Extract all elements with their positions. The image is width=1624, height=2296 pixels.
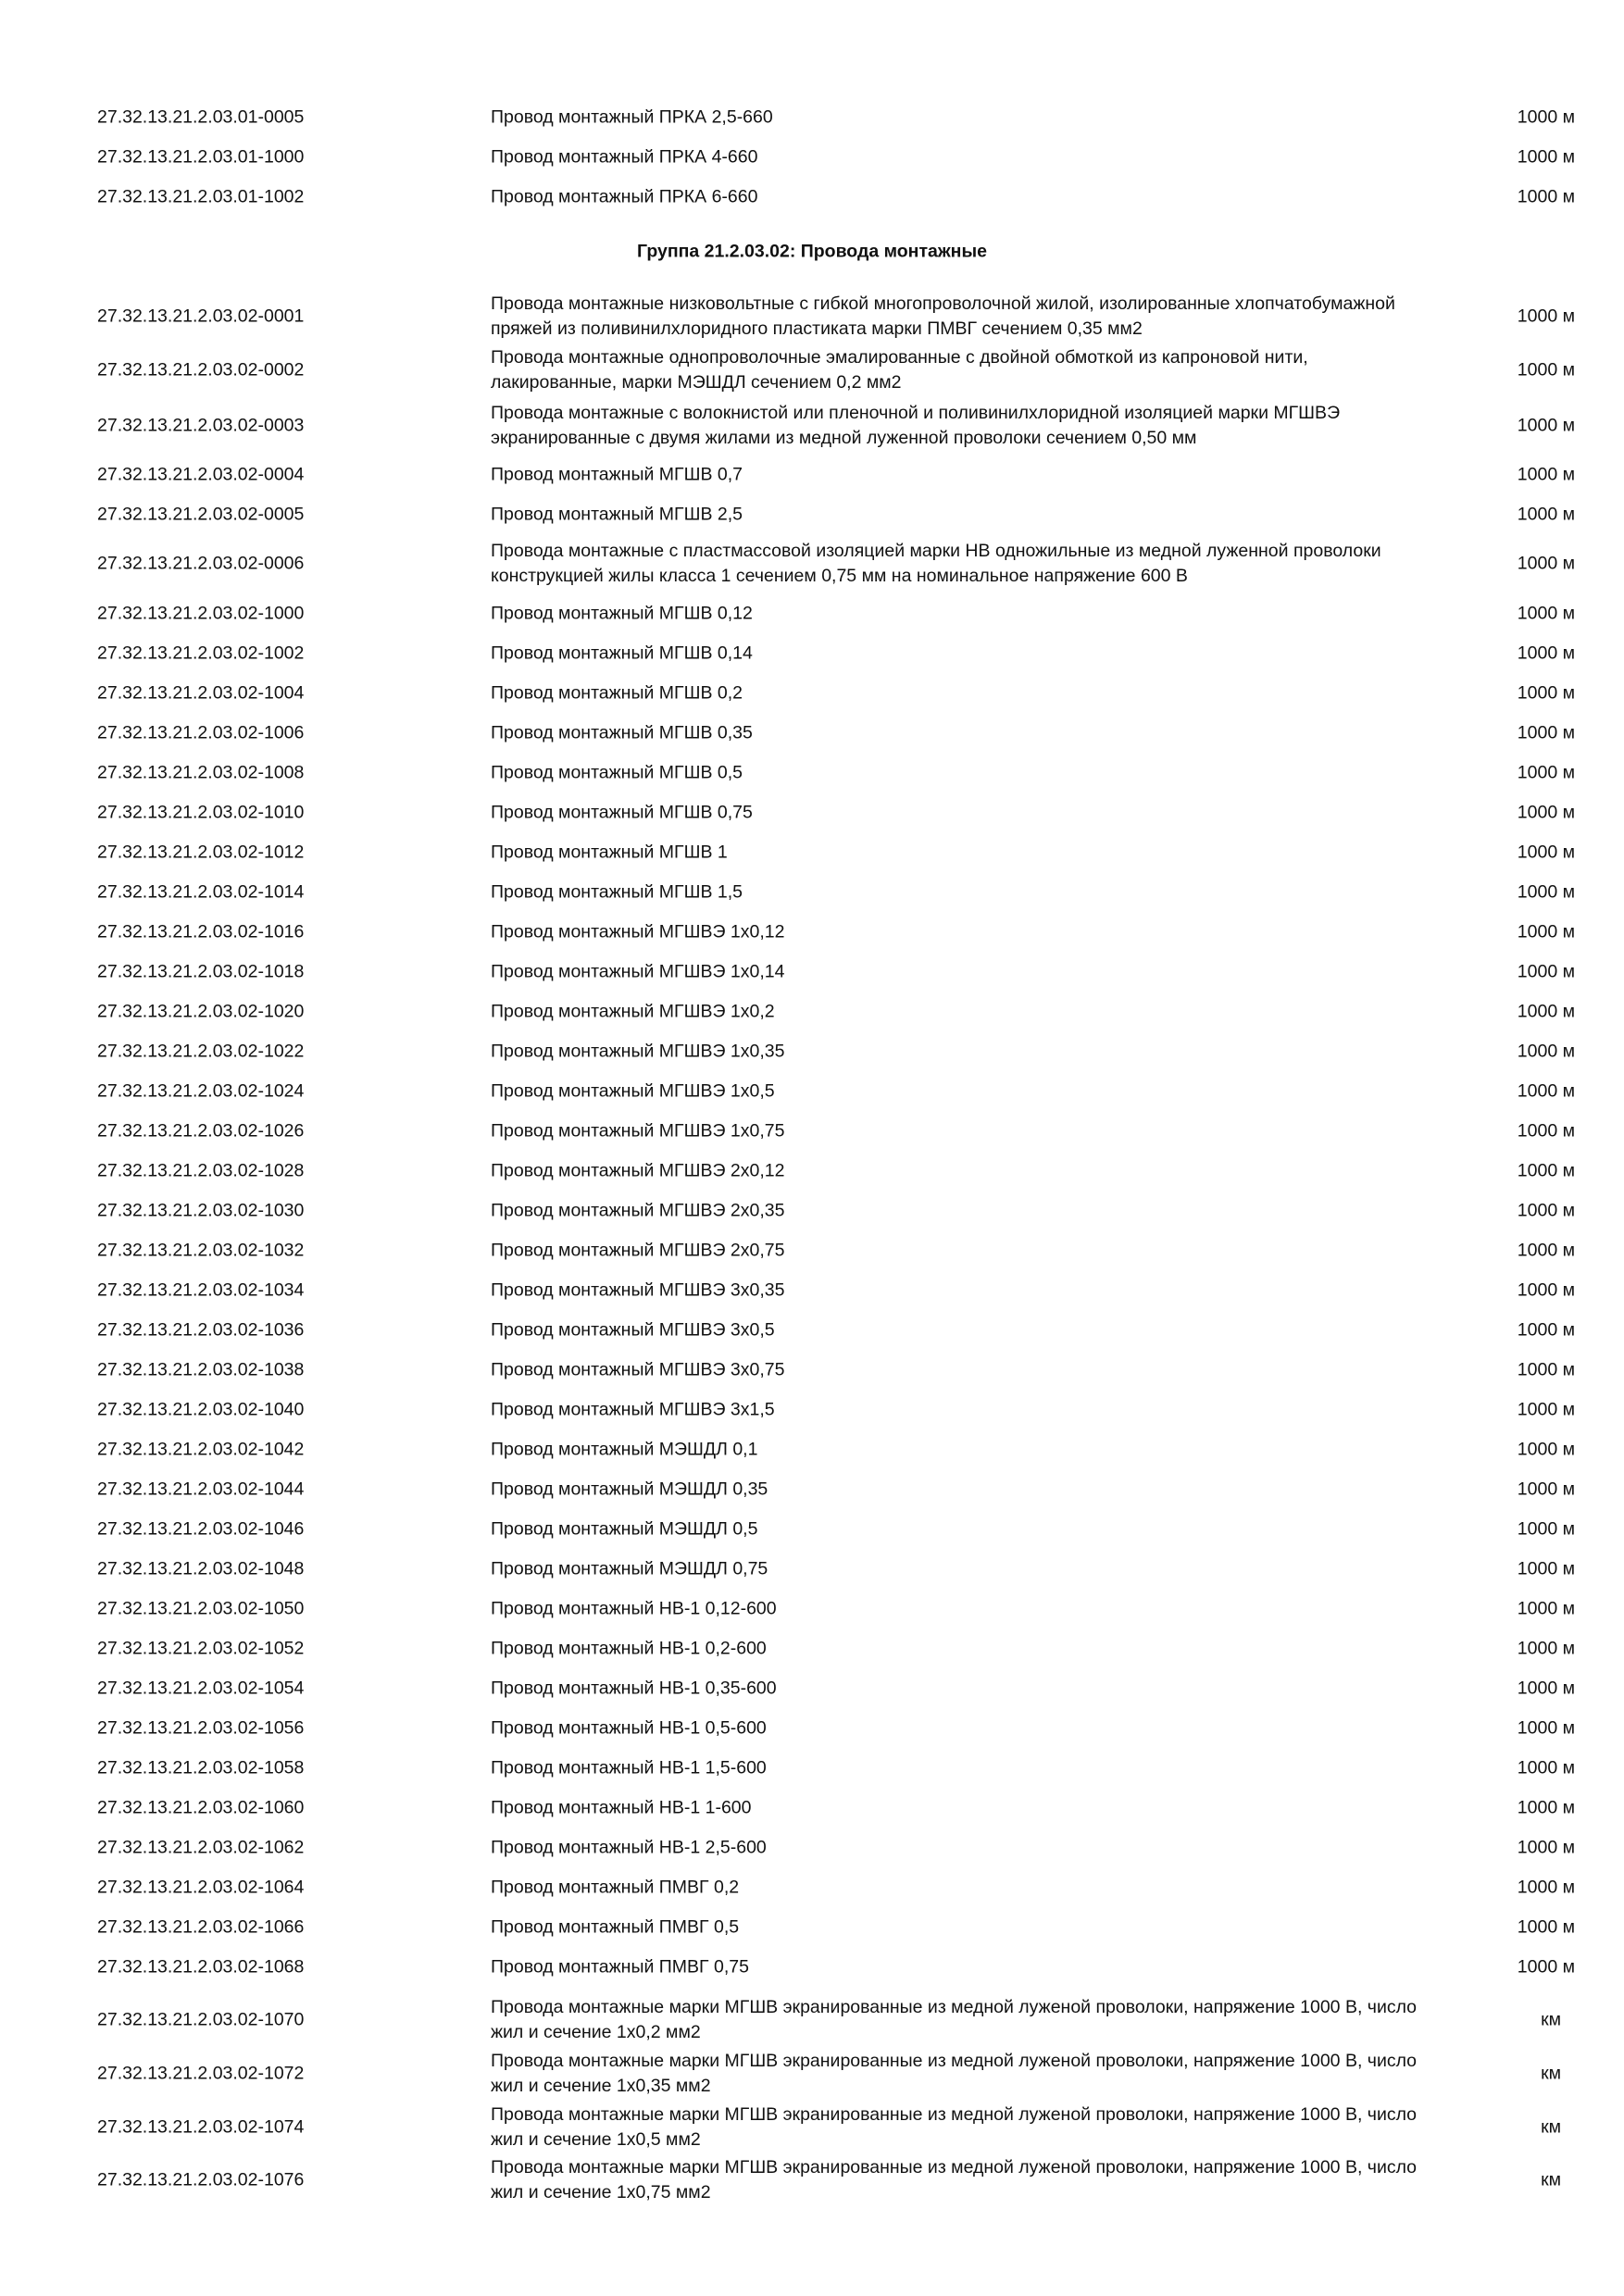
row-unit: 1000 м (1517, 1678, 1575, 1699)
row-name: Провод монтажный МГШВ 2,5 (491, 504, 743, 525)
row-code: 27.32.13.21.2.03.02-1054 (97, 1678, 305, 1699)
row-name: Провод монтажный МГШВ 0,2 (491, 682, 743, 704)
row-code: 27.32.13.21.2.03.02-0004 (97, 464, 305, 485)
row-unit: 1000 м (1517, 1837, 1575, 1858)
row-unit: 1000 м (1517, 1558, 1575, 1579)
row-code: 27.32.13.21.2.03.02-1056 (97, 1717, 305, 1739)
row-unit: 1000 м (1517, 1877, 1575, 1898)
row-code: 27.32.13.21.2.03.02-1040 (97, 1399, 305, 1420)
row-unit: 1000 м (1517, 961, 1575, 982)
row-name: Провод монтажный МГШВЭ 1х0,14 (491, 961, 785, 982)
row-unit: 1000 м (1517, 415, 1575, 436)
row-name: Провод монтажный МГШВ 0,12 (491, 603, 753, 624)
row-unit: 1000 м (1517, 1160, 1575, 1181)
row-code: 27.32.13.21.2.03.02-1046 (97, 1518, 305, 1540)
row-unit: 1000 м (1517, 762, 1575, 783)
row-code: 27.32.13.21.2.03.02-1000 (97, 603, 305, 624)
group-title: Группа 21.2.03.02: Провода монтажные (637, 241, 987, 262)
row-unit: 1000 м (1517, 106, 1575, 128)
row-name: Провод монтажный МГШВ 0,35 (491, 722, 753, 743)
row-code: 27.32.13.21.2.03.02-0002 (97, 359, 305, 381)
row-code: 27.32.13.21.2.03.02-1036 (97, 1319, 305, 1341)
row-unit: 1000 м (1517, 1518, 1575, 1540)
row-name: Провод монтажный МГШВ 0,14 (491, 643, 753, 664)
row-unit: 1000 м (1517, 359, 1575, 381)
row-unit: 1000 м (1517, 921, 1575, 942)
row-name: Провод монтажный ПРКА 4-660 (491, 146, 758, 168)
row-name: Провод монтажный МЭШДЛ 0,35 (491, 1479, 768, 1500)
row-unit: 1000 м (1517, 186, 1575, 207)
row-name: Провод монтажный МЭШДЛ 0,1 (491, 1439, 758, 1460)
row-name: Провод монтажный НВ-1 1-600 (491, 1797, 752, 1818)
row-code: 27.32.13.21.2.03.02-1024 (97, 1080, 305, 1102)
row-unit: 1000 м (1517, 1638, 1575, 1659)
row-name: Провод монтажный НВ-1 1,5-600 (491, 1757, 767, 1778)
row-name: Провод монтажный МГШВ 1,5 (491, 881, 743, 903)
row-unit: 1000 м (1517, 1916, 1575, 1938)
row-name: Провод монтажный МГШВЭ 3х0,5 (491, 1319, 775, 1341)
row-code: 27.32.13.21.2.03.02-1072 (97, 2063, 305, 2084)
row-code: 27.32.13.21.2.03.02-1048 (97, 1558, 305, 1579)
row-name: Провод монтажный МЭШДЛ 0,75 (491, 1558, 768, 1579)
row-code: 27.32.13.21.2.03.02-1030 (97, 1200, 305, 1221)
row-code: 27.32.13.21.2.03.02-0005 (97, 504, 305, 525)
row-unit: 1000 м (1517, 842, 1575, 863)
row-unit: 1000 м (1517, 1120, 1575, 1142)
row-unit: 1000 м (1517, 1797, 1575, 1818)
row-name: Провод монтажный НВ-1 2,5-600 (491, 1837, 767, 1858)
row-unit: 1000 м (1517, 1757, 1575, 1778)
row-code: 27.32.13.21.2.03.02-1028 (97, 1160, 305, 1181)
row-unit: 1000 м (1517, 146, 1575, 168)
row-code: 27.32.13.21.2.03.02-1004 (97, 682, 305, 704)
row-code: 27.32.13.21.2.03.02-1022 (97, 1041, 305, 1062)
row-name: Провода монтажные марки МГШВ экранированные из медной луженой проволоки, напряжение 1000 В, число жил и сечение 1х0,75 мм2 (491, 2157, 1418, 2202)
row-unit: 1000 м (1517, 504, 1575, 525)
row-name: Провод монтажный МГШВЭ 1х0,75 (491, 1120, 785, 1142)
row-unit: 1000 м (1517, 553, 1575, 574)
row-unit: км (1541, 2063, 1561, 2084)
row-code: 27.32.13.21.2.03.02-1052 (97, 1638, 305, 1659)
row-name: Провод монтажный МГШВ 1 (491, 842, 728, 863)
row-unit: 1000 м (1517, 464, 1575, 485)
row-unit: 1000 м (1517, 603, 1575, 624)
row-name: Провод монтажный ПМВГ 0,2 (491, 1877, 740, 1898)
row-code: 27.32.13.21.2.03.02-1038 (97, 1359, 305, 1380)
row-code: 27.32.13.21.2.03.02-1068 (97, 1956, 305, 1978)
row-name: Провод монтажный МГШВЭ 1х0,35 (491, 1041, 785, 1062)
row-code: 27.32.13.21.2.03.02-0001 (97, 306, 305, 327)
row-code: 27.32.13.21.2.03.02-1014 (97, 881, 305, 903)
row-code: 27.32.13.21.2.03.02-0006 (97, 553, 305, 574)
row-code: 27.32.13.21.2.03.01-1002 (97, 186, 305, 207)
row-unit: 1000 м (1517, 722, 1575, 743)
row-name: Провод монтажный МГШВЭ 1х0,5 (491, 1080, 775, 1102)
row-code: 27.32.13.21.2.03.02-1020 (97, 1001, 305, 1022)
row-name: Провод монтажный МГШВЭ 2х0,75 (491, 1240, 785, 1261)
row-unit: 1000 м (1517, 1279, 1575, 1301)
row-name: Провод монтажный МЭШДЛ 0,5 (491, 1518, 758, 1540)
row-name: Провод монтажный ПМВГ 0,5 (491, 1916, 740, 1938)
row-name: Провод монтажный НВ-1 0,2-600 (491, 1638, 767, 1659)
row-name: Провода монтажные марки МГШВ экранированные из медной луженой проволоки, напряжение 1000 В, число жил и сечение 1х0,35 мм2 (491, 2051, 1418, 2096)
row-code: 27.32.13.21.2.03.02-1010 (97, 802, 305, 823)
row-unit: 1000 м (1517, 643, 1575, 664)
row-name: Провод монтажный ПМВГ 0,75 (491, 1956, 749, 1978)
row-name: Провод монтажный МГШВЭ 2х0,35 (491, 1200, 785, 1221)
row-code: 27.32.13.21.2.03.02-0003 (97, 415, 305, 436)
row-unit: 1000 м (1517, 1359, 1575, 1380)
row-code: 27.32.13.21.2.03.02-1076 (97, 2169, 305, 2190)
row-unit: 1000 м (1517, 1717, 1575, 1739)
row-unit: 1000 м (1517, 881, 1575, 903)
row-code: 27.32.13.21.2.03.02-1074 (97, 2116, 305, 2138)
row-code: 27.32.13.21.2.03.02-1034 (97, 1279, 305, 1301)
row-unit: 1000 м (1517, 1439, 1575, 1460)
row-unit: 1000 м (1517, 1080, 1575, 1102)
row-code: 27.32.13.21.2.03.02-1060 (97, 1797, 305, 1818)
row-code: 27.32.13.21.2.03.02-1006 (97, 722, 305, 743)
row-name: Провода монтажные марки МГШВ экранированные из медной луженой проволоки, напряжение 1000 В, число жил и сечение 1х0,2 мм2 (491, 1997, 1418, 2042)
row-name: Провод монтажный ПРКА 2,5-660 (491, 106, 773, 128)
row-name: Провод монтажный МГШВЭ 3х0,35 (491, 1279, 785, 1301)
row-unit: 1000 м (1517, 802, 1575, 823)
row-code: 27.32.13.21.2.03.02-1002 (97, 643, 305, 664)
row-unit: 1000 м (1517, 1001, 1575, 1022)
row-unit: 1000 м (1517, 1479, 1575, 1500)
row-unit: 1000 м (1517, 1041, 1575, 1062)
row-unit: км (1541, 2009, 1561, 2030)
row-code: 27.32.13.21.2.03.02-1016 (97, 921, 305, 942)
row-name: Провода монтажные с пластмассовой изоляцией марки НВ одножильные из медной луженной проволоки конструкцией жилы класса 1 сечением 0,75 мм на номинальное напряжение 600 В (491, 541, 1381, 586)
row-name: Провод монтажный МГШВЭ 2х0,12 (491, 1160, 785, 1181)
row-name: Провода монтажные однопроволочные эмалированные с двойной обмоткой из капроновой нити, лакированные, марки МЭШДЛ сечением 0,2 мм2 (491, 347, 1308, 393)
row-code: 27.32.13.21.2.03.02-1064 (97, 1877, 305, 1898)
row-code: 27.32.13.21.2.03.02-1062 (97, 1837, 305, 1858)
row-code: 27.32.13.21.2.03.01-0005 (97, 106, 305, 128)
row-unit: 1000 м (1517, 306, 1575, 327)
row-code: 27.32.13.21.2.03.02-1066 (97, 1916, 305, 1938)
row-name: Провод монтажный ПРКА 6-660 (491, 186, 758, 207)
row-name: Провод монтажный МГШВЭ 3х1,5 (491, 1399, 775, 1420)
row-unit: 1000 м (1517, 1598, 1575, 1619)
row-code: 27.32.13.21.2.03.02-1042 (97, 1439, 305, 1460)
row-code: 27.32.13.21.2.03.02-1070 (97, 2009, 305, 2030)
row-code: 27.32.13.21.2.03.02-1026 (97, 1120, 305, 1142)
row-unit: 1000 м (1517, 1240, 1575, 1261)
row-code: 27.32.13.21.2.03.02-1058 (97, 1757, 305, 1778)
row-unit: км (1541, 2169, 1561, 2190)
row-name: Провод монтажный МГШВЭ 1х0,12 (491, 921, 785, 942)
row-name: Провод монтажный НВ-1 0,5-600 (491, 1717, 767, 1739)
row-unit: 1000 м (1517, 1319, 1575, 1341)
row-code: 27.32.13.21.2.03.02-1044 (97, 1479, 305, 1500)
row-code: 27.32.13.21.2.03.02-1050 (97, 1598, 305, 1619)
row-code: 27.32.13.21.2.03.02-1032 (97, 1240, 305, 1261)
row-code: 27.32.13.21.2.03.01-1000 (97, 146, 305, 168)
row-name: Провод монтажный МГШВ 0,75 (491, 802, 753, 823)
row-unit: 1000 м (1517, 1399, 1575, 1420)
row-code: 27.32.13.21.2.03.02-1018 (97, 961, 305, 982)
row-unit: 1000 м (1517, 682, 1575, 704)
row-code: 27.32.13.21.2.03.02-1008 (97, 762, 305, 783)
row-unit: 1000 м (1517, 1200, 1575, 1221)
row-code: 27.32.13.21.2.03.02-1012 (97, 842, 305, 863)
row-unit: км (1541, 2116, 1561, 2138)
row-name: Провода монтажные с волокнистой или пленочной и поливинилхлоридной изоляцией марки МГШВЭ экранированные с двумя жилами из медной луженной проволоки сечением 0,50 мм (491, 403, 1341, 448)
row-name: Провод монтажный НВ-1 0,12-600 (491, 1598, 777, 1619)
row-name: Провод монтажный НВ-1 0,35-600 (491, 1678, 777, 1699)
row-name: Провод монтажный МГШВ 0,7 (491, 464, 743, 485)
row-name: Провод монтажный МГШВЭ 3х0,75 (491, 1359, 785, 1380)
row-name: Провод монтажный МГШВ 0,5 (491, 762, 743, 783)
row-unit: 1000 м (1517, 1956, 1575, 1978)
row-name: Провода монтажные марки МГШВ экранированные из медной луженой проволоки, напряжение 1000 В, число жил и сечение 1х0,5 мм2 (491, 2104, 1418, 2150)
row-name: Провод монтажный МГШВЭ 1х0,2 (491, 1001, 775, 1022)
row-name: Провода монтажные низковольтные с гибкой многопроволочной жилой, изолированные хлопчатобумажной пряжей из поливинилхлоридного пластиката марки ПМВГ сечением 0,35 мм2 (491, 293, 1395, 339)
